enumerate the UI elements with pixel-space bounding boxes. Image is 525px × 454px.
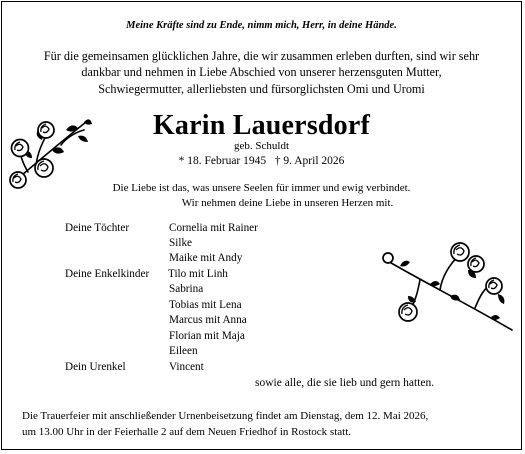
- motto: Meine Kräfte sind zu Ende, nimm mich, Herr, in deine Hände.: [126, 20, 397, 31]
- service-line: Die Trauerfeier mit anschließender Urnenbeisetzung findet am Dienstag, dem 12. Mai 2026,: [22, 410, 429, 422]
- family-member: Sabrina: [169, 283, 204, 295]
- rose-branch-icon: [380, 240, 518, 338]
- birth-name: geb. Schuldt: [234, 140, 289, 152]
- intro-line: Schwiegermutter, allerliebsten und fürsorglichsten Omi und Uromi: [98, 81, 425, 96]
- intro-line: Für die gemeinsamen glücklichen Jahre, die wir zusammen erleben durften, sind wir sehr: [43, 49, 480, 63]
- love-quote-line: Wir nehmen deine Liebe in unseren Herzen mit.: [181, 197, 394, 209]
- closing-line: sowie alle, die sie lieb und gern hatten.: [255, 377, 435, 389]
- family-member: Maike mit Andy: [169, 252, 243, 264]
- love-quote-line: Die Liebe ist das, was unsere Seelen für immer und ewig verbindet.: [112, 182, 411, 194]
- grandchildren-label: Deine Enkelkinder: [65, 268, 150, 280]
- deceased-name: Karin Lauersdorf: [152, 110, 371, 141]
- intro-text: [2, 48, 521, 97]
- family-member: Florian mit Maja: [169, 330, 245, 342]
- family-member: Marcus mit Anna: [169, 314, 247, 326]
- rose-branch-icon: [6, 110, 94, 196]
- family-member: Silke: [169, 237, 192, 249]
- service-line: um 13.00 Uhr in der Feierhalle 2 auf dem Neuen Friedhof in Rostock statt.: [22, 425, 352, 438]
- family-member: Cornelia mit Rainer: [169, 222, 258, 234]
- daughters-label: Deine Töchter: [65, 222, 130, 234]
- service-details: [22, 409, 428, 440]
- family-member: Tobias mit Lena: [169, 299, 242, 311]
- family-member: Vincent: [169, 361, 204, 373]
- great-grandchild-label: Dein Urenkel: [65, 361, 126, 373]
- family-member: Eileen: [169, 345, 198, 357]
- intro-line: dankbar und nehmen in Liebe Abschied von unserer herzensguten Mutter,: [81, 65, 442, 80]
- obituary-notice: [1, 1, 522, 450]
- life-dates-text: * 18. Februar 1945 † 9. April 2026: [178, 155, 345, 167]
- family-member: Tilo mit Linh: [168, 268, 228, 280]
